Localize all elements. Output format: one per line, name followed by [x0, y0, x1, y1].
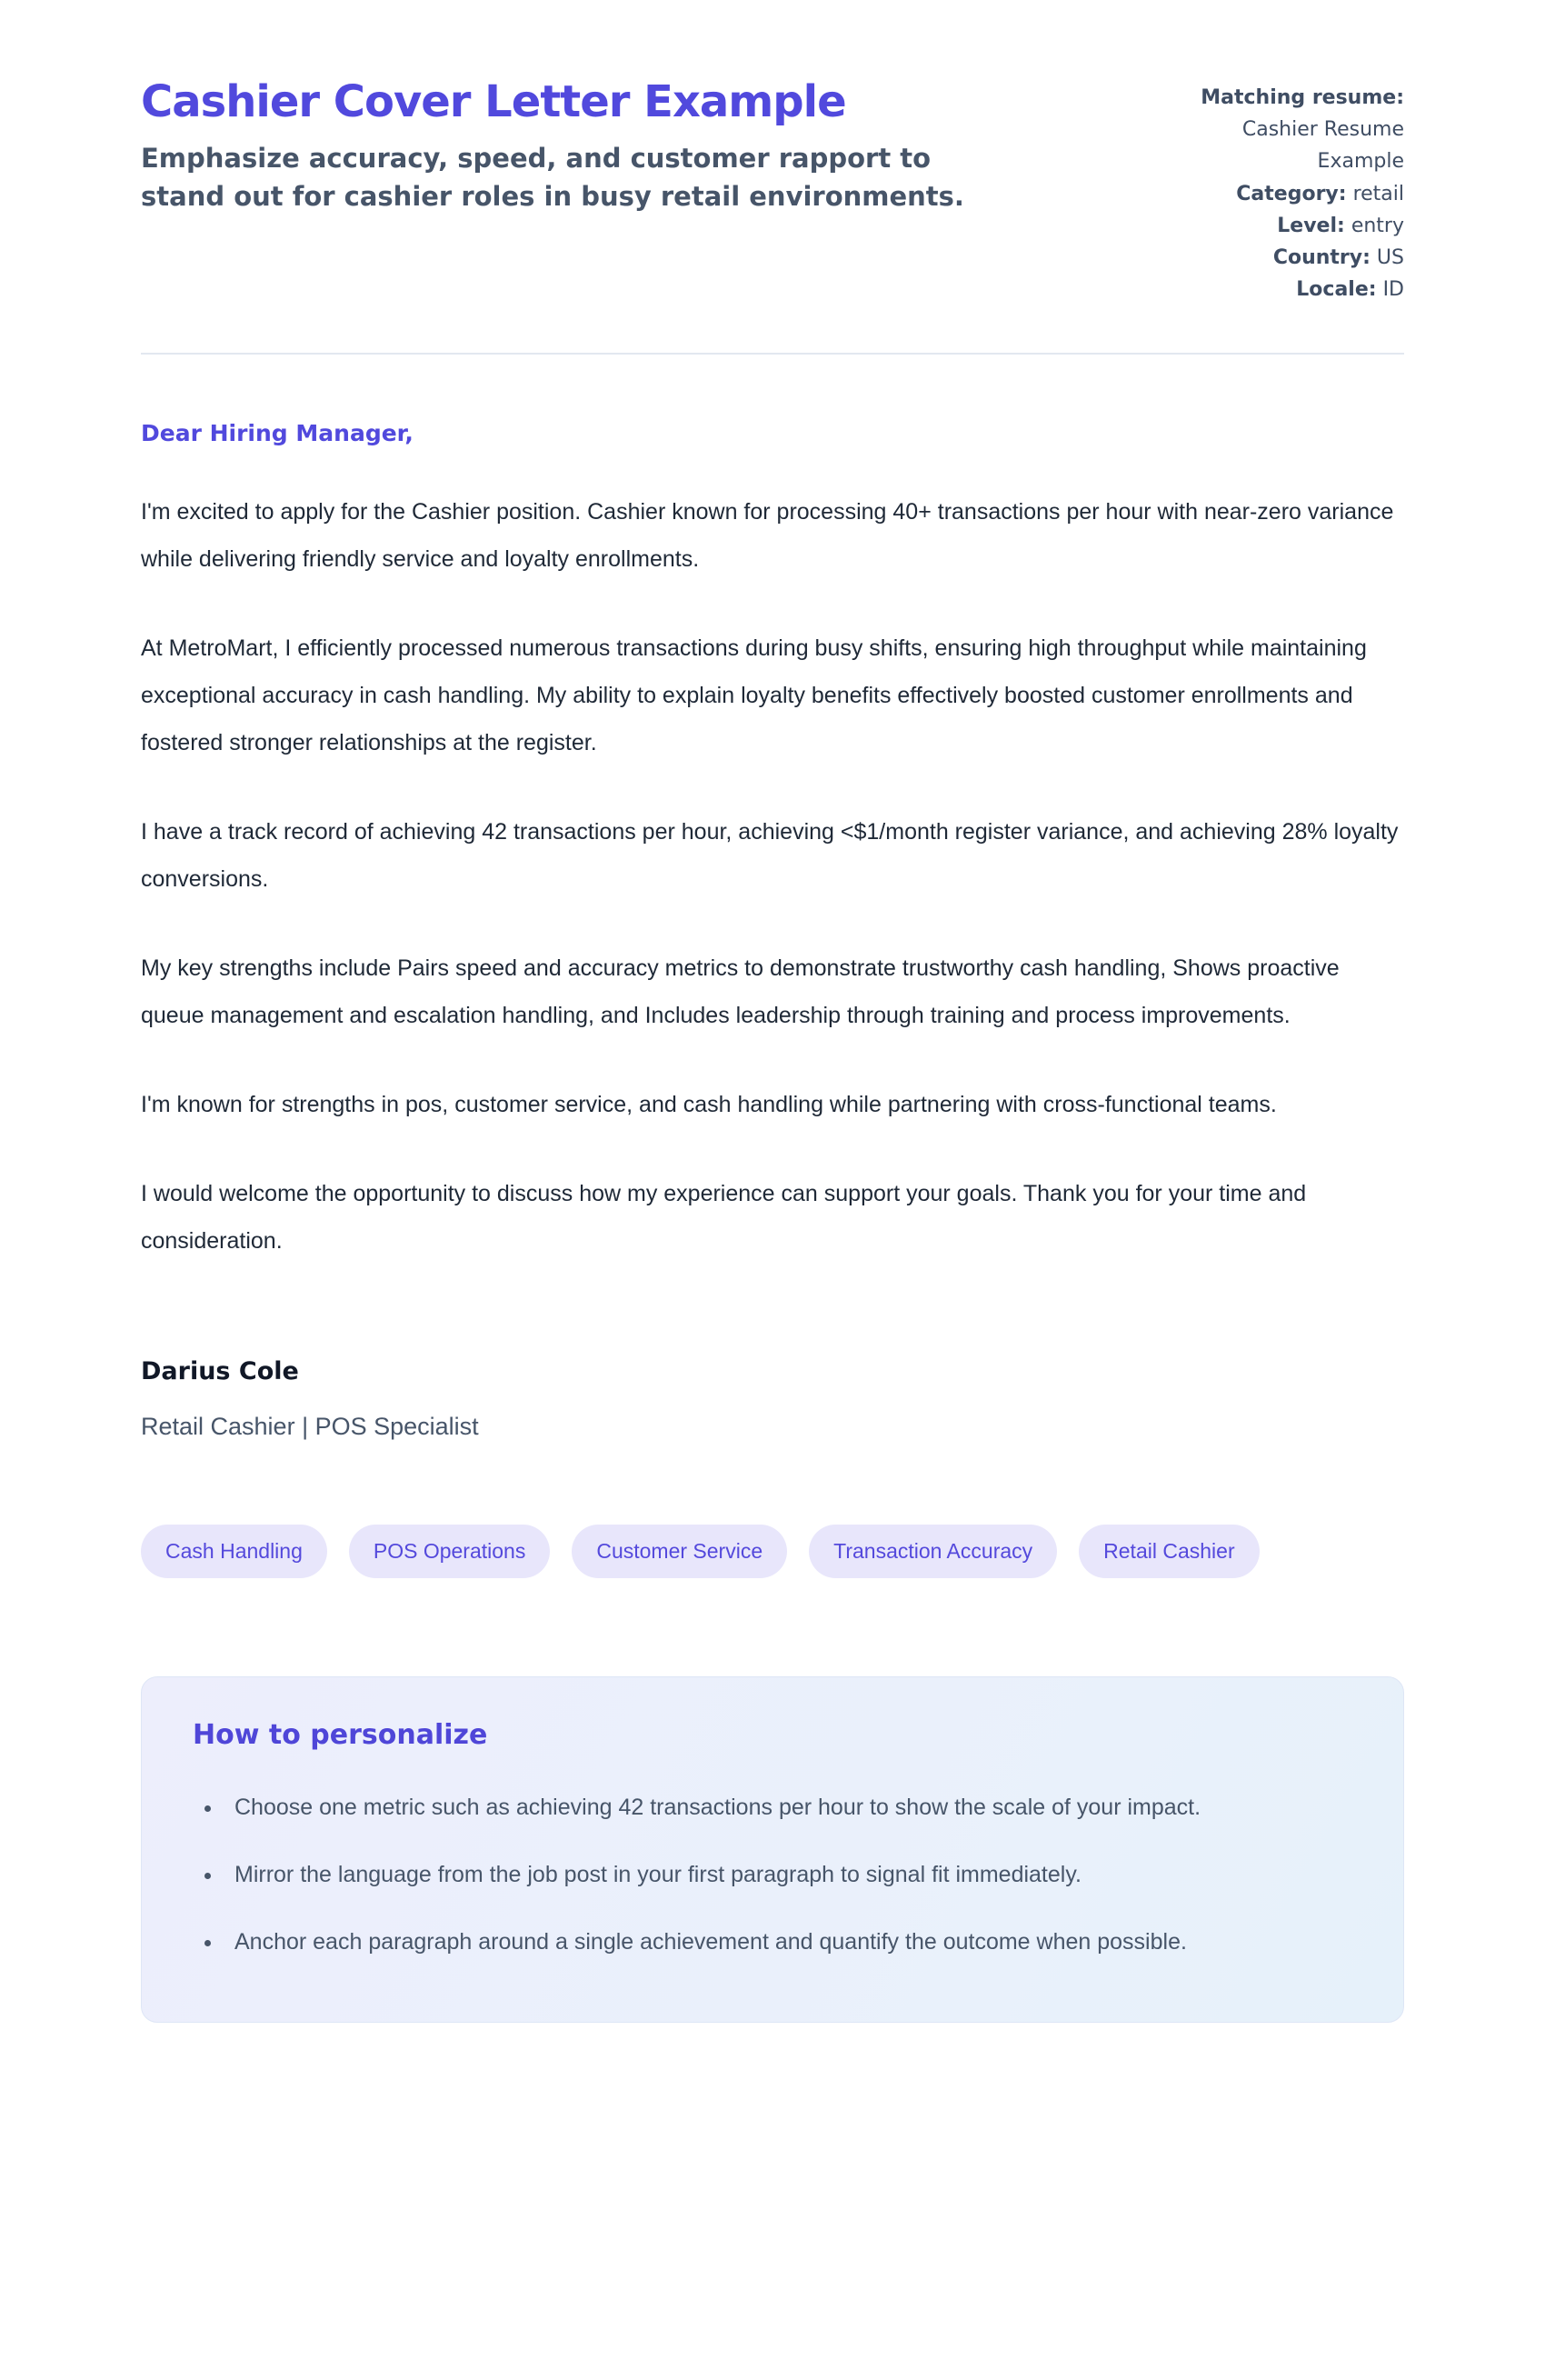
personalize-box: [141, 1676, 1404, 2023]
salutation: Dear Hiring Manager,: [141, 420, 414, 447]
header-title-block: [141, 78, 1197, 215]
personalize-bullet: • Mirror the language from the job post in your first paragraph to signal fit immediately.: [224, 1851, 1352, 1898]
tag-pill-retail-cashier: Retail Cashier: [1079, 1525, 1259, 1578]
page-header: [141, 78, 1404, 305]
tag-pill-pos-operations: POS Operations: [349, 1525, 550, 1578]
meta-value: entry: [1351, 214, 1404, 237]
meta-row-matching-resume: [1197, 82, 1404, 178]
header-divider: [141, 353, 1404, 355]
signature-block: [141, 1357, 1404, 1441]
letter-paragraph: I'm known for strengths in pos, customer service, and cash handling while partnering with cross-functional teams.: [141, 1092, 1277, 1118]
skill-tags: [141, 1525, 1404, 1578]
signature-role: Retail Cashier | POS Specialist: [141, 1413, 479, 1441]
meta-row-category: [1197, 178, 1404, 210]
personalize-title: How to personalize: [193, 1719, 488, 1752]
meta-label: Matching resume:: [1201, 86, 1404, 109]
meta-value: Cashier Resume Example: [1241, 118, 1404, 174]
tag-pill-customer-service: Customer Service: [572, 1525, 787, 1578]
signature-name: Darius Cole: [141, 1357, 299, 1386]
personalize-bullet: • Anchor each paragraph around a single achievement and quantify the outcome when possible.: [224, 1918, 1352, 1965]
letter-paragraph: I have a track record of achieving 42 transactions per hour, achieving <$1/month register variance, and achieving 28% loyalty conversions.: [141, 819, 1399, 893]
personalize-list: [193, 1784, 1352, 1965]
meta-row-country: [1197, 242, 1404, 274]
letter-paragraph: My key strengths include Pairs speed and accuracy metrics to demonstrate trustworthy cash handling, Shows proactive queue management and escalation handling, and Includes leadership through training and process improvements.: [141, 955, 1340, 1029]
letter-paragraph: I would welcome the opportunity to discuss how my experience can support your goals. Thank you for your time and consideration.: [141, 1181, 1307, 1255]
cover-letter-page: [141, 0, 1404, 2108]
tag-pill-transaction-accuracy: Transaction Accuracy: [809, 1525, 1057, 1578]
meta-row-level: [1197, 210, 1404, 242]
meta-value: US: [1376, 245, 1404, 269]
meta-label: Country:: [1272, 245, 1371, 269]
meta-value: retail: [1352, 182, 1404, 205]
bottom-spacer: [141, 2023, 1404, 2108]
meta-label: Locale:: [1296, 278, 1377, 302]
letter-body: [141, 420, 1404, 1265]
meta-label: Level:: [1277, 214, 1345, 237]
meta-value: ID: [1382, 278, 1404, 302]
tag-pill-cash-handling: Cash Handling: [141, 1525, 327, 1578]
letter-paragraph: At MetroMart, I efficiently processed numerous transactions during busy shifts, ensuring high throughput while maintaining exceptional accuracy in cash handling. My ability to explain loyalty benefits effectively boosted customer enrollments and fostered stronger relationships at the register.: [141, 635, 1367, 756]
meta-row-locale: [1197, 274, 1404, 305]
personalize-bullet: • Choose one metric such as achieving 42 transactions per hour to show the scale of your impact.: [224, 1784, 1352, 1831]
meta-label: Category:: [1236, 182, 1347, 205]
page-subtitle: Emphasize accuracy, speed, and customer rapport to stand out for cashier roles in busy retail environments.: [141, 142, 964, 212]
resume-meta: [1197, 78, 1404, 305]
letter-paragraph: I'm excited to apply for the Cashier position. Cashier known for processing 40+ transactions per hour with near-zero variance while delivering friendly service and loyalty enrollments.: [141, 499, 1394, 573]
page-title: Cashier Cover Letter Example: [141, 76, 846, 127]
